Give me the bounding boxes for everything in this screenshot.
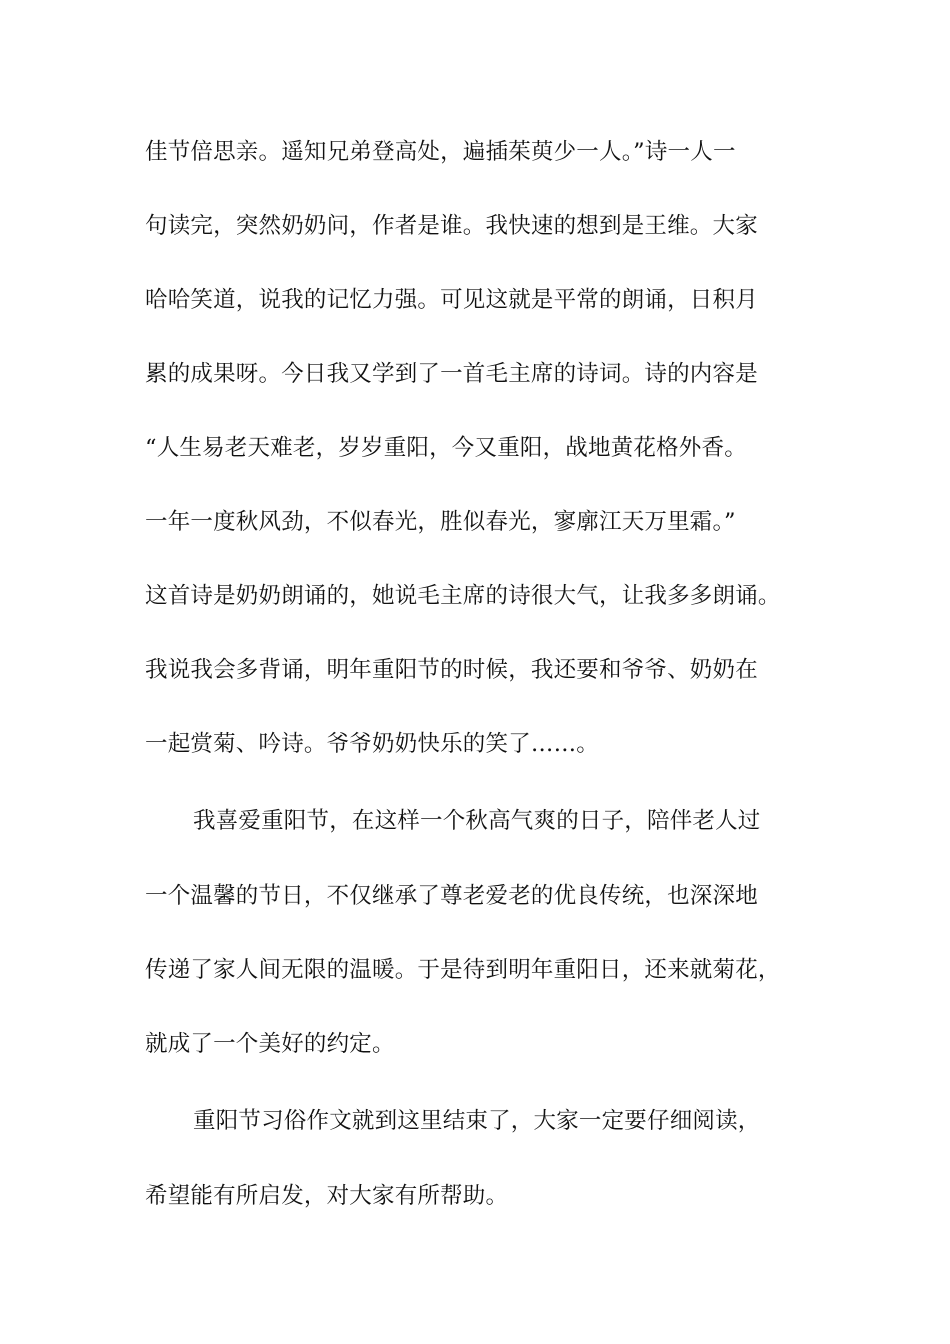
text-line: 佳节倍思亲。遥知兄弟登高处，遍插茱萸少一人。”诗一人一 [145,139,736,165]
text-line: 句读完，突然奶奶问，作者是谁。我快速的想到是王维。大家 [145,213,758,239]
paragraph-first-line: 重阳节习俗作文就到这里结束了，大家一定要仔细阅读， [193,1108,761,1134]
text-line: 一年一度秋风劲，不似春光，胜似春光，寥廓江天万里霜。” [145,509,736,535]
text-line: 传递了家人间无限的温暖。于是待到明年重阳日，还来就菊花， [145,957,781,983]
text-line: 就成了一个美好的约定。 [145,1031,395,1057]
text-line: 一起赏菊、吟诗。爷爷奶奶快乐的笑了……。 [145,731,600,757]
text-line: 希望能有所启发，对大家有所帮助。 [145,1183,509,1209]
text-line: 一个温馨的节日，不仅继承了尊老爱老的优良传统，也深深地 [145,883,758,909]
text-line: 我说我会多背诵，明年重阳节的时候，我还要和爷爷、奶奶在 [145,657,758,683]
text-line: 累的成果呀。今日我又学到了一首毛主席的诗词。诗的内容是 [145,361,758,387]
paragraph-first-line: 我喜爱重阳节，在这样一个秋高气爽的日子，陪伴老人过 [193,808,761,834]
text-line: “人生易老天难老，岁岁重阳，今又重阳，战地黄花格外香。 [145,435,747,461]
text-line: 这首诗是奶奶朗诵的，她说毛主席的诗很大气，让我多多朗诵。 [145,583,781,609]
text-line: 哈哈笑道，说我的记忆力强。可见这就是平常的朗诵，日积月 [145,287,758,313]
